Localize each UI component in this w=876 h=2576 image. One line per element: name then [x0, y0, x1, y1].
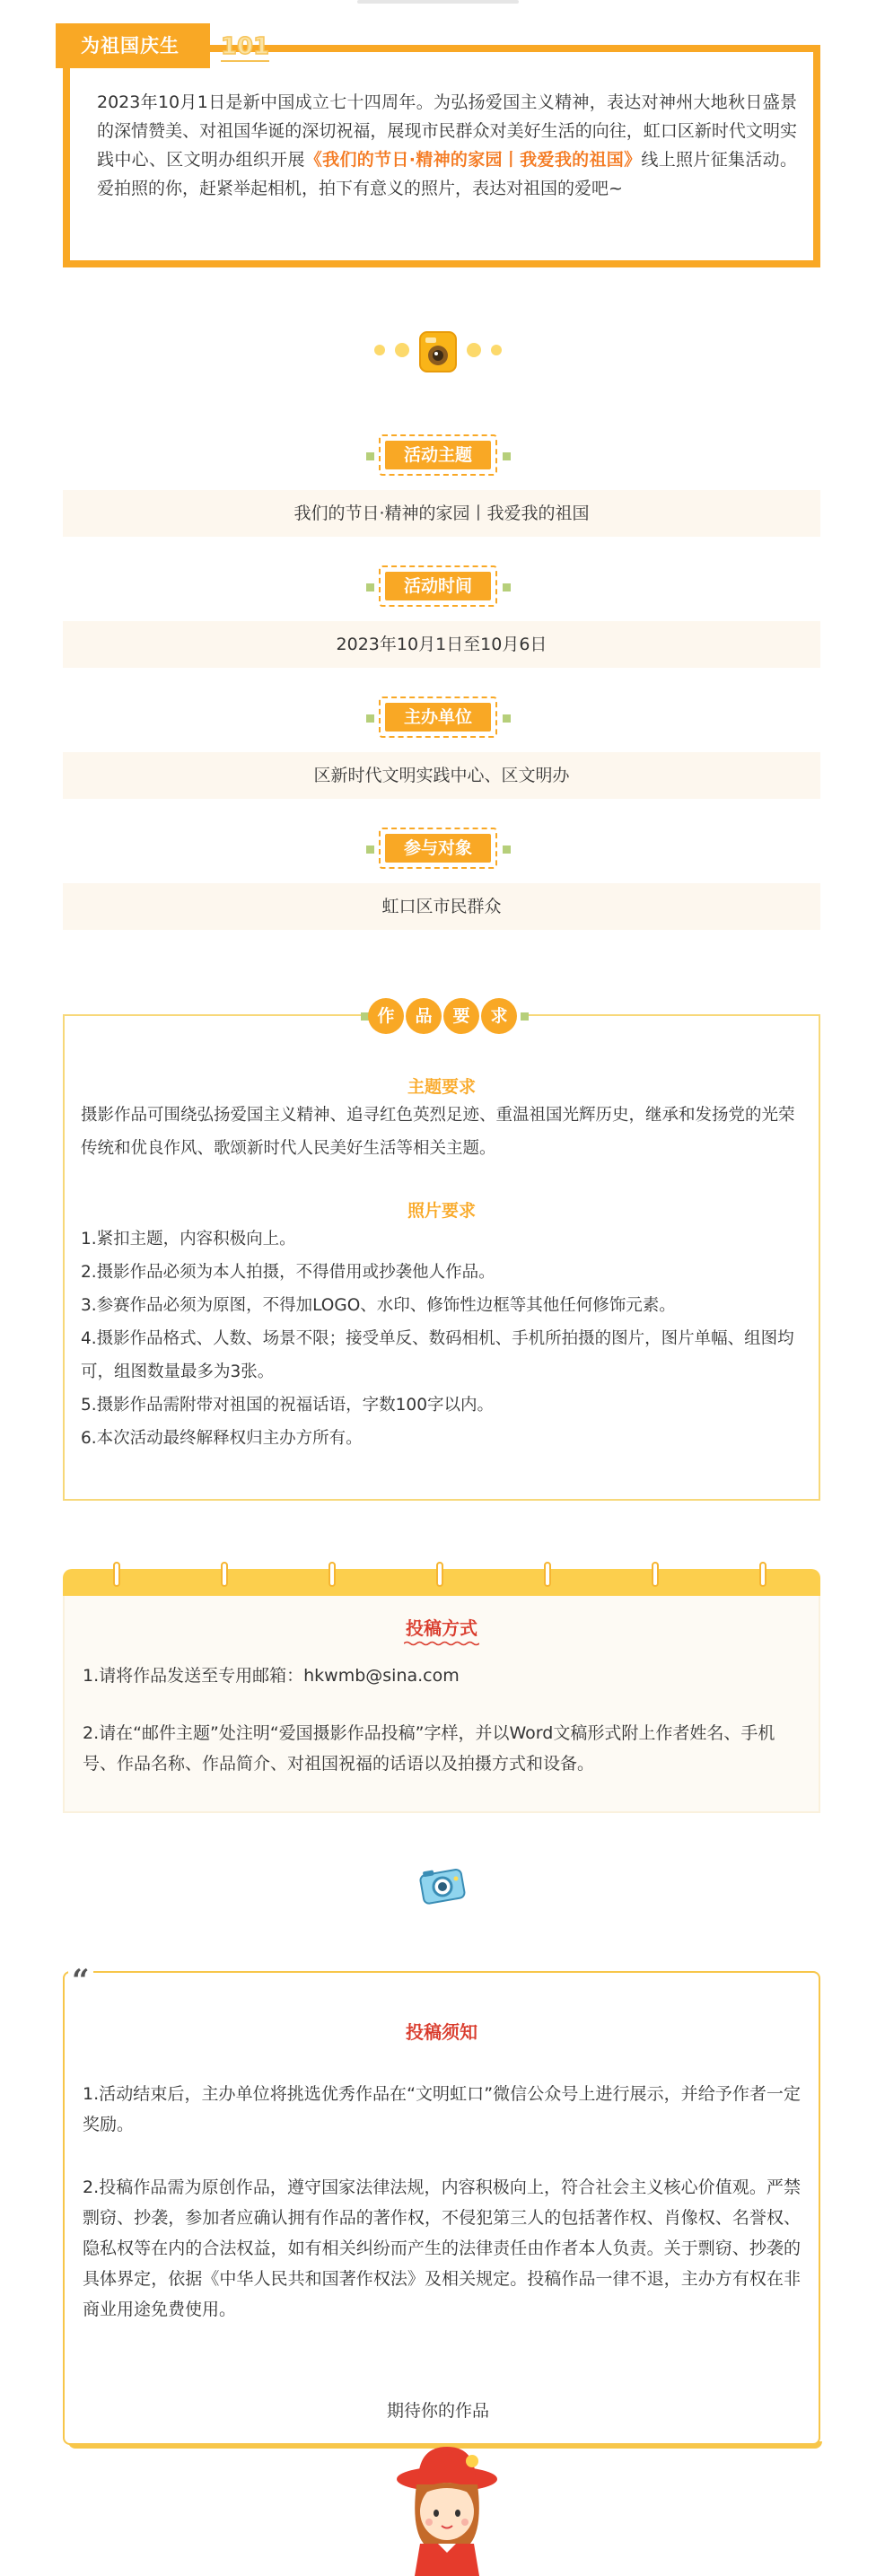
submission-method-title: 投稿方式 — [406, 1617, 477, 1639]
binder-ring — [221, 1562, 228, 1587]
binder-ring — [113, 1562, 120, 1587]
intro-text: 2023年10月1日是新中国成立七十四周年。为弘扬爱国主义精神，表达对神州大地秋日盛景的深情赞美、对祖国华诞的深切祝福，展现市民群众对美好生活的向往，虹口区新时代文明实践中心、区文明办组织开展《我们的节日·精神的家园丨我爱我的祖国》线上照片征集活动。爱拍照的你，赶紧举起相机，拍下有意义的照片，表达对祖国的爱吧~ — [97, 92, 797, 198]
list-item: 5.摄影作品需附带对祖国的祝福话语，字数100字以内。 — [81, 1396, 494, 1415]
section-activity-theme — [0, 434, 876, 478]
binder-ring — [328, 1562, 336, 1587]
top-divider — [357, 0, 519, 4]
list-item: 2.摄影作品必须为本人拍摄，不得借用或抄袭他人作品。 — [81, 1263, 495, 1282]
submission-notice-card — [63, 1963, 820, 2456]
activity-name-highlight: 《我们的节日·精神的家园丨我爱我的祖国》 — [304, 150, 642, 170]
organizer-value: 区新时代文明实践中心、区文明办 — [63, 752, 820, 799]
submission-method-card — [63, 1569, 820, 1813]
notice-title: 投稿须知 — [406, 2021, 477, 2043]
notice-para-1: 1.活动结束后，主办单位将挑选优秀作品在“文明虹口”微信公众号上进行展示，并给予作者一定奖励。 — [83, 2084, 801, 2134]
anniversary-101-icon — [217, 27, 273, 66]
section-activity-time — [0, 565, 876, 609]
activity-time-label: 活动时间 — [385, 572, 491, 600]
quote-icon: “ — [68, 1966, 93, 1996]
small-camera-icon — [415, 1862, 469, 1908]
girl-mascot-icon — [393, 2438, 501, 2576]
binder-ring — [436, 1562, 443, 1587]
closing-text: 期待你的作品 — [386, 2401, 489, 2421]
activity-time-value: 2023年10月1日至10月6日 — [63, 621, 820, 668]
req-title-char: 品 — [406, 998, 442, 1034]
wavy-underline — [404, 1641, 479, 1646]
svg-text:101: 101 — [220, 33, 270, 60]
photo-requirements-heading: 照片要求 — [407, 1201, 476, 1221]
requirements-box — [63, 1006, 820, 1501]
list-item: 4.摄影作品格式、人数、场景不限；接受单反、数码相机、手机所拍摄的图片，图片单幅、组图均可，组图数量最多为3张。 — [81, 1329, 794, 1381]
binder-ring — [759, 1562, 766, 1587]
intro-card — [63, 45, 820, 267]
submission-email-text: 1.请将作品发送至专用邮箱：hkwmb@sina.com — [83, 1666, 460, 1686]
submission-format-text: 2.请在“邮件主题”处注明“爱国摄影作品投稿”字样，并以Word文稿形式附上作者姓名、手机号、作品名称、作品简介、对祖国祝福的话语以及拍摄方式和设备。 — [83, 1723, 775, 1774]
notebook-body — [63, 1596, 820, 1813]
req-title-char: 求 — [481, 998, 517, 1034]
req-title-char: 作 — [368, 998, 404, 1034]
binder-ring — [544, 1562, 551, 1587]
list-item: 6.本次活动最终解释权归主办方所有。 — [81, 1429, 363, 1448]
camera-icon — [420, 332, 456, 372]
theme-requirements-heading: 主题要求 — [407, 1077, 476, 1097]
section-organizer — [0, 697, 876, 740]
activity-theme-value: 我们的节日·精神的家园丨我爱我的祖国 — [63, 490, 820, 537]
section-participants — [0, 828, 876, 871]
binder-ring — [652, 1562, 659, 1587]
req-title-char: 要 — [443, 998, 479, 1034]
list-item: 3.参赛作品必须为原图，不得加LOGO、水印、修饰性边框等其他任何修饰元素。 — [81, 1296, 676, 1315]
intro-tab-label: 为祖国庆生 — [56, 23, 210, 68]
camera-divider — [0, 325, 876, 379]
organizer-label: 主办单位 — [385, 703, 491, 732]
activity-theme-label: 活动主题 — [385, 441, 491, 469]
notice-para-2: 2.投稿作品需为原创作品，遵守国家法律法规，内容积极向上，符合社会主义核心价值观。严禁剽窃、抄袭，参加者应确认拥有作品的著作权，不侵犯第三人的包括著作权、肖像权、名誉权、隐私权等在内的合法权益，如有相关纠纷而产生的法律责任由作者本人负责。关于剽窃、抄袭的具体界定，依据《中华人民共和国著作权法》及相关规定。投稿作品一律不退，主办方有权在非商业用途免费使用。 — [83, 2177, 801, 2319]
theme-requirements-text: 摄影作品可围绕弘扬爱国主义精神、追寻红色英烈足迹、重温祖国光辉历史，继承和发扬党的光荣传统和优良作风、歌颂新时代人民美好生活等相关主题。 — [81, 1106, 795, 1158]
participants-value: 虹口区市民群众 — [63, 883, 820, 930]
photo-requirements-list — [81, 1222, 806, 1455]
list-item: 1.紧扣主题，内容积极向上。 — [81, 1230, 296, 1249]
participants-label: 参与对象 — [385, 834, 491, 863]
requirements-header — [366, 996, 521, 1036]
